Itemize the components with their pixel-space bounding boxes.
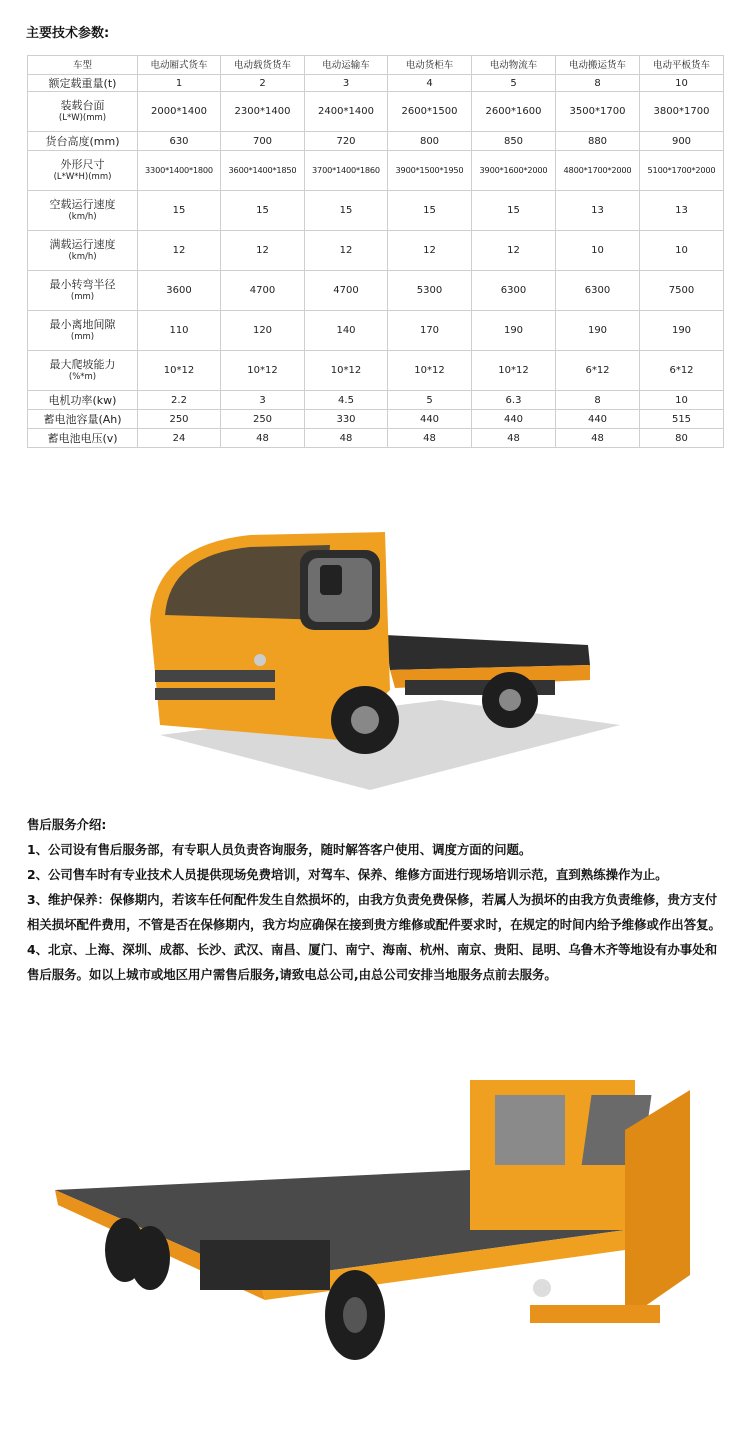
after-sales-item: 1、公司设有售后服务部，有专职人员负责咨询服务，随时解答客户使用、调度方面的问题。: [27, 842, 532, 857]
spec-value: 10*12: [221, 351, 305, 391]
spec-value: 630: [138, 132, 221, 151]
spec-label: [28, 191, 138, 231]
spec-row: [28, 231, 724, 271]
spec-value: 2400*1400: [305, 92, 388, 132]
spec-value: 10: [640, 231, 724, 271]
spec-value: 10: [640, 391, 724, 410]
spec-value: 6*12: [556, 351, 640, 391]
spec-value: 2300*1400: [221, 92, 305, 132]
spec-value: 15: [138, 191, 221, 231]
spec-value: 3600*1400*1850: [221, 151, 305, 191]
model-header: 电动运输车: [305, 56, 388, 75]
truck-photo-1: [140, 520, 630, 800]
spec-row: [28, 410, 724, 429]
spec-value: 440: [388, 410, 472, 429]
spec-value: 4800*1700*2000: [556, 151, 640, 191]
spec-value: 80: [640, 429, 724, 448]
spec-value: 3500*1700: [556, 92, 640, 132]
spec-value: 15: [305, 191, 388, 231]
spec-label-unit: (mm): [70, 291, 95, 302]
spec-value: 1: [138, 75, 221, 92]
spec-label: [28, 231, 138, 271]
spec-value: 12: [388, 231, 472, 271]
spec-value: 250: [138, 410, 221, 429]
spec-value: 2600*1500: [388, 92, 472, 132]
after-sales-heading: 售后服务介绍:: [27, 817, 107, 832]
spec-row: [28, 151, 724, 191]
spec-label-text: 蓄电池容量(Ah): [43, 412, 122, 426]
spec-value: 880: [556, 132, 640, 151]
spec-value: 170: [388, 311, 472, 351]
spec-label-unit: (%*m): [68, 371, 97, 382]
spec-value: 3300*1400*1800: [138, 151, 221, 191]
spec-label-text: 货台高度(mm): [45, 134, 120, 148]
spec-row: [28, 311, 724, 351]
spec-label-text: 最小转弯半径: [49, 277, 116, 291]
spec-value: 700: [221, 132, 305, 151]
spec-label: [28, 311, 138, 351]
spec-label-text: 蓄电池电压(v): [47, 431, 118, 445]
spec-value: 10: [640, 75, 724, 92]
after-sales-section: [27, 812, 727, 987]
spec-label: [28, 132, 138, 151]
page-title: 主要技术参数:: [26, 26, 110, 41]
spec-row: [28, 271, 724, 311]
spec-label-text: 最大爬坡能力: [49, 357, 116, 371]
spec-value: 7500: [640, 271, 724, 311]
spec-value: 110: [138, 311, 221, 351]
spec-row: [28, 92, 724, 132]
model-header: 电动物流车: [472, 56, 556, 75]
spec-value: 3600: [138, 271, 221, 311]
spec-row: [28, 191, 724, 231]
spec-value: 190: [472, 311, 556, 351]
after-sales-item: 2、公司售车时有专业技术人员提供现场免费培训，对驾车、保养、维修方面进行现场培训示范，直到熟练操作为止。: [27, 867, 668, 882]
truck-photo-2: [50, 1070, 710, 1370]
spec-value: 4: [388, 75, 472, 92]
spec-label-text: 外形尺寸: [60, 157, 105, 171]
spec-value: 8: [556, 391, 640, 410]
spec-value: 10*12: [388, 351, 472, 391]
spec-value: 2600*1600: [472, 92, 556, 132]
spec-value: 12: [138, 231, 221, 271]
spec-value: 440: [556, 410, 640, 429]
model-header: 电动平板货车: [640, 56, 724, 75]
spec-label-text: 额定载重量(t): [48, 76, 117, 90]
spec-value: 6*12: [640, 351, 724, 391]
model-header: 电动厢式货车: [138, 56, 221, 75]
spec-value: 13: [556, 191, 640, 231]
spec-label-unit: (L*W*H)(mm): [53, 171, 112, 182]
spec-label-text: 电机功率(kw): [48, 393, 117, 407]
spec-value: 4.5: [305, 391, 388, 410]
spec-label: [28, 92, 138, 132]
spec-value: 140: [305, 311, 388, 351]
spec-value: 190: [556, 311, 640, 351]
spec-table: [27, 55, 724, 448]
spec-value: 4700: [221, 271, 305, 311]
spec-value: 12: [472, 231, 556, 271]
spec-label: [28, 410, 138, 429]
spec-value: 4700: [305, 271, 388, 311]
spec-value: 5: [472, 75, 556, 92]
spec-value: 48: [388, 429, 472, 448]
spec-value: 5300: [388, 271, 472, 311]
spec-label-text: 装载台面: [60, 98, 105, 112]
spec-value: 6300: [556, 271, 640, 311]
spec-label-text: 满载运行速度: [49, 237, 116, 251]
spec-value: 3900*1600*2000: [472, 151, 556, 191]
spec-value: 8: [556, 75, 640, 92]
spec-value: 15: [221, 191, 305, 231]
spec-value: 720: [305, 132, 388, 151]
spec-value: 3: [221, 391, 305, 410]
spec-value: 6.3: [472, 391, 556, 410]
spec-value: 190: [640, 311, 724, 351]
spec-value: 10*12: [472, 351, 556, 391]
spec-label-unit: (km/h): [68, 251, 97, 262]
spec-value: 15: [388, 191, 472, 231]
spec-value: 10*12: [305, 351, 388, 391]
spec-value: 24: [138, 429, 221, 448]
spec-value: 48: [221, 429, 305, 448]
spec-value: 3900*1500*1950: [388, 151, 472, 191]
spec-value: 800: [388, 132, 472, 151]
spec-value: 2: [221, 75, 305, 92]
spec-label: [28, 429, 138, 448]
header-label: 车型: [28, 56, 138, 75]
spec-value: 440: [472, 410, 556, 429]
model-header: 电动载货货车: [221, 56, 305, 75]
spec-value: 2000*1400: [138, 92, 221, 132]
spec-value: 10*12: [138, 351, 221, 391]
spec-value: 48: [556, 429, 640, 448]
spec-value: 15: [472, 191, 556, 231]
spec-value: 10: [556, 231, 640, 271]
spec-label-text: 空载运行速度: [49, 197, 116, 211]
spec-row: [28, 75, 724, 92]
spec-value: 13: [640, 191, 724, 231]
spec-row: [28, 132, 724, 151]
model-header: 电动搬运货车: [556, 56, 640, 75]
spec-value: 3: [305, 75, 388, 92]
spec-value: 120: [221, 311, 305, 351]
spec-value: 12: [305, 231, 388, 271]
spec-value: 850: [472, 132, 556, 151]
spec-value: 5100*1700*2000: [640, 151, 724, 191]
spec-value: 2.2: [138, 391, 221, 410]
spec-value: 515: [640, 410, 724, 429]
spec-label: [28, 75, 138, 92]
spec-label-unit: (km/h): [68, 211, 97, 222]
spec-row: [28, 351, 724, 391]
spec-value: 48: [472, 429, 556, 448]
spec-label: [28, 351, 138, 391]
spec-label: [28, 151, 138, 191]
spec-value: 48: [305, 429, 388, 448]
spec-value: 3700*1400*1860: [305, 151, 388, 191]
spec-row: [28, 391, 724, 410]
spec-label-unit: (mm): [70, 331, 95, 342]
spec-label: [28, 391, 138, 410]
after-sales-item: 3、维护保养：保修期内，若该车任何配件发生自然损坏的，由我方负责免费保修，若属人为损坏的由我方负责维修，贵方支付相关损坏配件费用，不管是否在保修期内，我方均应确保在接到贵方维修或配件要求时，在规定的时间内给予维修或作出答复。: [27, 892, 721, 932]
spec-value: 12: [221, 231, 305, 271]
spec-value: 6300: [472, 271, 556, 311]
model-header: 电动货柜车: [388, 56, 472, 75]
spec-value: 330: [305, 410, 388, 429]
spec-value: 5: [388, 391, 472, 410]
spec-row: [28, 429, 724, 448]
spec-value: 250: [221, 410, 305, 429]
after-sales-item: 4、北京、上海、深圳、成都、长沙、武汉、南昌、厦门、南宁、海南、杭州、南京、贵阳、昆明、乌鲁木齐等地设有办事处和售后服务。如以上城市或地区用户需售后服务,请致电总公司,由总公司安排当地服务点前去服务。: [27, 942, 718, 982]
spec-value: 900: [640, 132, 724, 151]
spec-label-text: 最小离地间隙: [49, 317, 116, 331]
spec-value: 3800*1700: [640, 92, 724, 132]
spec-label: [28, 271, 138, 311]
spec-label-unit: (L*W)(mm): [58, 112, 107, 123]
